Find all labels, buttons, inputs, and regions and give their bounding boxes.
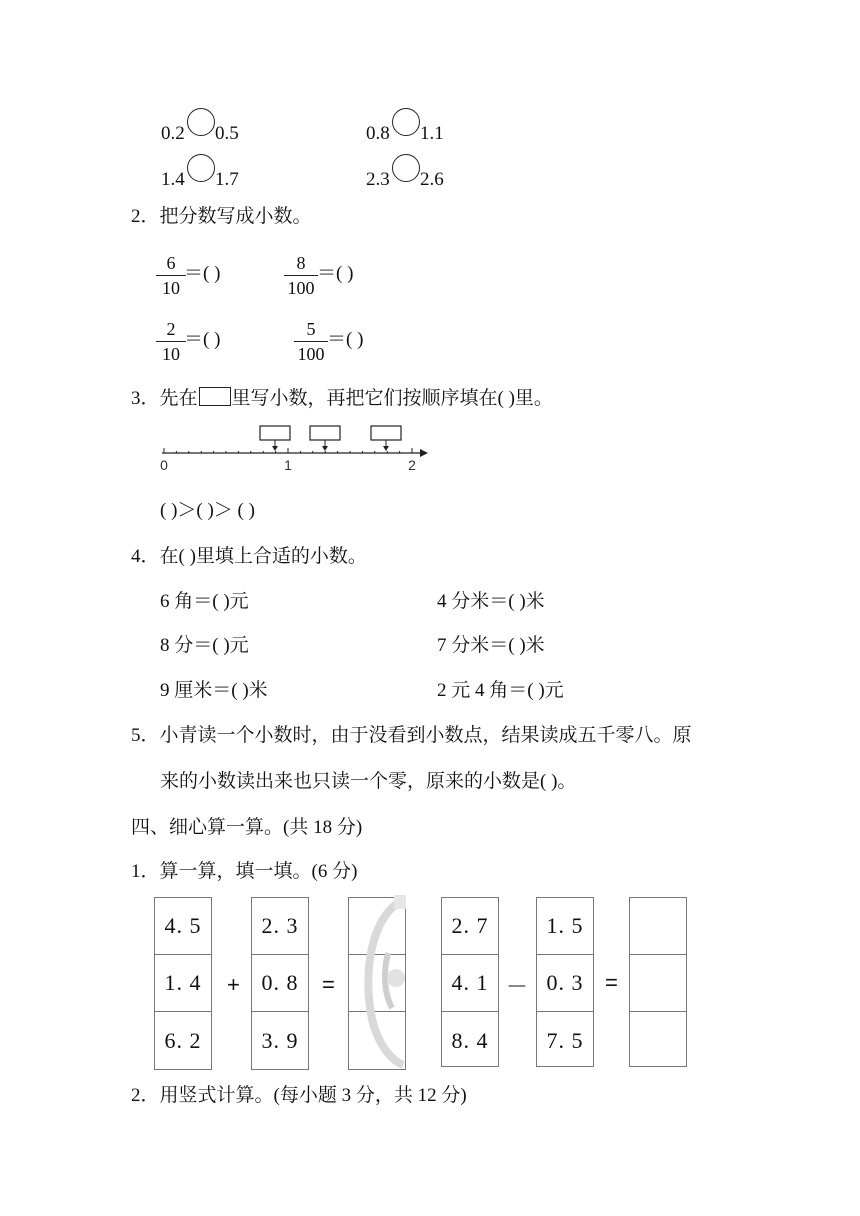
number-line [150, 420, 440, 480]
fraction-answer-2[interactable]: ＝( ) [317, 263, 354, 284]
fraction-8-100 [284, 252, 318, 299]
calc-column-4 [536, 897, 594, 1067]
q5-line-2[interactable]: 来的小数读出来也只读一个零，原来的小数是( )。 [160, 771, 577, 792]
fraction-numerator: 5 [306, 319, 316, 339]
compare-a-2: 0.8 [366, 123, 390, 144]
calc-cell: 1. 5 [537, 898, 593, 955]
compare-b-3: 1.7 [215, 169, 239, 190]
calc-cell: 2. 3 [252, 898, 308, 955]
equals-sign-1: = [322, 972, 335, 997]
fraction-numerator: 2 [166, 319, 176, 339]
compare-b-4: 2.6 [420, 169, 444, 190]
scan-smudge-icon [358, 893, 408, 1071]
number-line-box-3 [371, 426, 401, 440]
fraction-5-100 [294, 318, 328, 365]
fraction-2-10 [156, 318, 186, 365]
calc-cell: 0. 3 [537, 955, 593, 1012]
answer-cell[interactable] [630, 898, 686, 955]
number-line-ticks [164, 448, 412, 453]
compare-a-4: 2.3 [366, 169, 390, 190]
compare-circle-3[interactable] [187, 154, 215, 182]
compare-circle-4[interactable] [392, 154, 420, 182]
q4-item-1[interactable]: 6 角＝( )元 [160, 591, 249, 612]
number-line-boxes [260, 426, 401, 440]
calc-cell: 2. 7 [442, 898, 498, 955]
answer-box-icon [199, 387, 231, 406]
fraction-denominator: 100 [297, 344, 325, 364]
calc-cell: 0. 8 [252, 955, 308, 1012]
q3-title-pre: 3．先在 [131, 388, 198, 409]
compare-a-3: 1.4 [161, 169, 185, 190]
q4-item-6[interactable]: 2 元 4 角＝( )元 [437, 680, 564, 701]
fraction-bar [294, 341, 328, 342]
q5-line-1: 5．小青读一个小数时，由于没看到小数点，结果读成五千零八。原 [131, 725, 692, 746]
q2-title: 2．把分数写成小数。 [131, 206, 312, 227]
number-line-arrows [275, 440, 386, 448]
fraction-numerator: 8 [296, 253, 306, 273]
minus-sign: － [506, 974, 529, 999]
fraction-denominator: 10 [162, 344, 180, 364]
answer-cell[interactable] [630, 955, 686, 1012]
q4-item-2[interactable]: 4 分米＝( )米 [437, 591, 545, 612]
q3-title [131, 387, 553, 411]
q4-item-4[interactable]: 7 分米＝( )米 [437, 635, 545, 656]
calc-column-1 [154, 897, 212, 1070]
calc-cell: 4. 1 [442, 955, 498, 1012]
calc-column-2 [251, 897, 309, 1070]
number-line-label-2: 2 [408, 457, 416, 473]
plus-sign: + [227, 972, 240, 997]
compare-circle-2[interactable] [392, 108, 420, 136]
fraction-answer-4[interactable]: ＝( ) [327, 329, 364, 350]
answer-cell[interactable] [630, 1012, 686, 1069]
compare-circle-1[interactable] [187, 108, 215, 136]
number-line-arrowhead [420, 449, 428, 457]
number-line-label-0: 0 [160, 457, 168, 473]
fraction-bar [284, 275, 318, 276]
equals-sign-2: = [605, 970, 618, 995]
fraction-answer-3[interactable]: ＝( ) [184, 329, 221, 350]
calc-column-3 [441, 897, 499, 1067]
compare-b-2: 1.1 [420, 123, 444, 144]
compare-b-1: 0.5 [215, 123, 239, 144]
fraction-numerator: 6 [166, 253, 176, 273]
calc-cell: 7. 5 [546, 1027, 584, 1053]
section-4-sub-1: 1．算一算，填一填。(6 分) [131, 861, 358, 882]
number-line-label-1: 1 [284, 457, 292, 473]
q3-order-line[interactable]: ( )＞( )＞ ( ) [160, 500, 255, 521]
fraction-6-10 [156, 252, 186, 299]
fraction-bar [156, 341, 186, 342]
fraction-answer-1[interactable]: ＝( ) [184, 263, 221, 284]
calc-cell: 4. 5 [155, 898, 211, 955]
calc-cell: 8. 4 [451, 1027, 489, 1053]
section-4-title: 四、细心算一算。(共 18 分) [131, 817, 363, 838]
q3-title-post: 里写小数，再把它们按顺序填在( )里。 [231, 388, 553, 409]
calc-cell: 3. 9 [261, 1027, 299, 1053]
number-line-box-1 [260, 426, 290, 440]
q4-item-3[interactable]: 8 分＝( )元 [160, 635, 249, 656]
calc-cell: 6. 2 [164, 1027, 202, 1053]
number-line-box-2 [310, 426, 340, 440]
q4-item-5[interactable]: 9 厘米＝( )米 [160, 680, 268, 701]
fraction-denominator: 10 [162, 278, 180, 298]
section-4-sub-2: 2．用竖式计算。(每小题 3 分，共 12 分) [131, 1085, 467, 1106]
compare-a-1: 0.2 [161, 123, 185, 144]
fraction-denominator: 100 [287, 278, 315, 298]
answer-column-2[interactable] [629, 897, 687, 1067]
q4-title: 4．在( )里填上合适的小数。 [131, 546, 367, 567]
fraction-bar [156, 275, 186, 276]
calc-cell: 1. 4 [155, 955, 211, 1012]
